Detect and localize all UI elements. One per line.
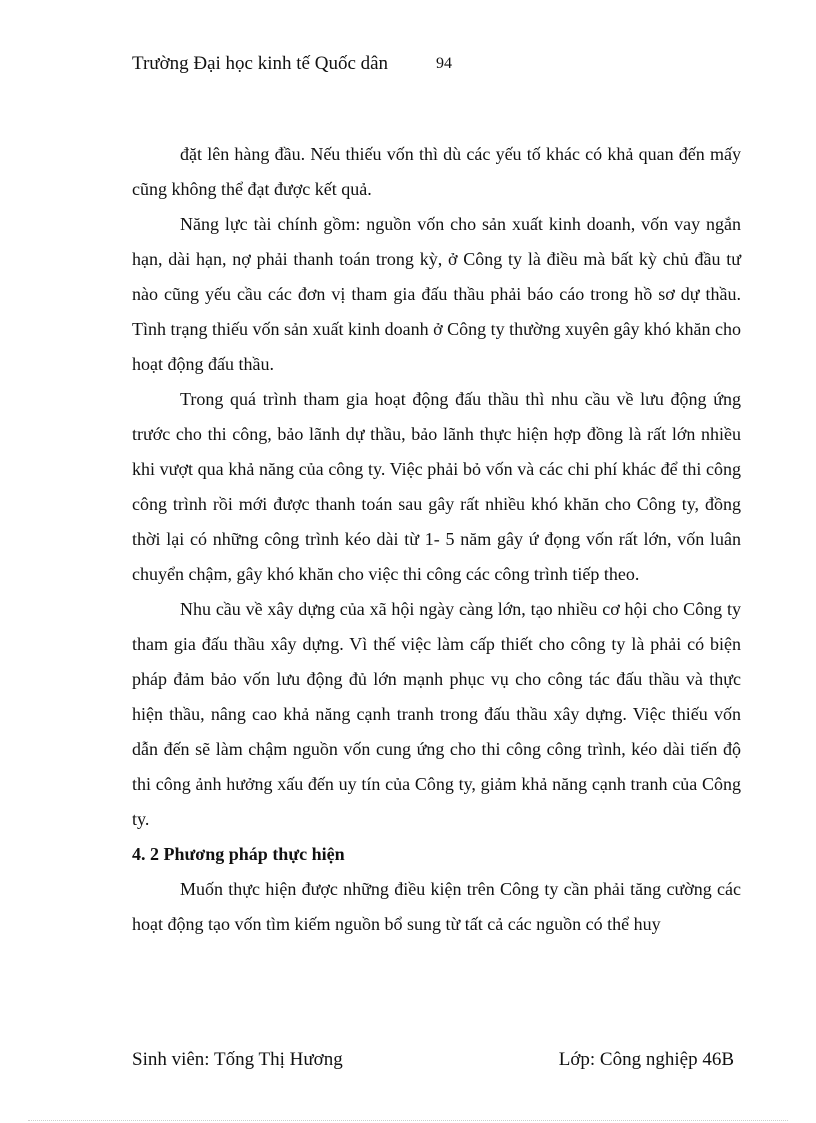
- paragraph-financial-capacity: Năng lực tài chính gồm: nguồn vốn cho sản xuất kinh doanh, vốn vay ngắn hạn, dài hạn, nợ phải thanh toán trong kỳ, ở Công ty là điều mà bất kỳ chủ đầu tư nào cũng yếu cầu các đơn vị tham gia đấu thầu phải báo cáo trong hồ sơ dự thầu. Tình trạng thiếu vốn sản xuất kinh doanh ở Công ty thường xuyên gây khó khăn cho hoạt động đấu thầu.: [132, 214, 741, 374]
- footer-student: Sinh viên: Tống Thị Hương: [132, 1049, 343, 1070]
- paragraph-continuation: đặt lên hàng đầu. Nếu thiếu vốn thì dù các yếu tố khác có khả quan đến mấy cũng không thể đạt được kết quả.: [132, 144, 741, 199]
- page-number: 94: [436, 55, 452, 72]
- header-institution: Trường Đại học kinh tế Quốc dân: [132, 53, 389, 74]
- page-bottom-divider: [28, 1120, 788, 1121]
- document-body: [132, 137, 741, 942]
- paragraph-construction-demand: Nhu cầu về xây dựng của xã hội ngày càng lớn, tạo nhiều cơ hội cho Công ty tham gia đấu thầu xây dựng. Vì thế việc làm cấp thiết cho công ty là phải có biện pháp đảm bảo vốn lưu động đủ lớn mạnh phục vụ cho công tác đấu thầu và thực hiện thầu, nâng cao khả năng cạnh tranh trong đấu thầu xây dựng. Việc thiếu vốn dẫn đến sẽ làm chậm nguồn vốn cung ứng cho thi công công trình, kéo dài tiến độ thi công ảnh hưởng xấu đến uy tín của Công ty, giảm khả năng cạnh tranh của Công ty.: [132, 599, 741, 829]
- paragraph-implementation: Muốn thực hiện được những điều kiện trên Công ty cần phải tăng cường các hoạt động tạo vốn tìm kiếm nguồn bổ sung từ tất cả các nguồn có thể huy: [132, 879, 741, 934]
- paragraph-bidding-process: Trong quá trình tham gia hoạt động đấu thầu thì nhu cầu về lưu động ứng trước cho thi công, bảo lãnh dự thầu, bảo lãnh thực hiện hợp đồng là rất lớn nhiều khi vượt qua khả năng của công ty. Việc phải bỏ vốn và các chi phí khác để thi công công trình rồi mới được thanh toán sau gây rất nhiều khó khăn cho Công ty, đồng thời lại có những công trình kéo dài từ 1- 5 năm gây ứ đọng vốn rất lớn, vốn luân chuyển chậm, gây khó khăn cho việc thi công các công trình tiếp theo.: [132, 389, 741, 584]
- section-heading: 4. 2 Phương pháp thực hiện: [132, 844, 345, 864]
- footer-class: Lớp: Công nghiệp 46B: [558, 1049, 734, 1070]
